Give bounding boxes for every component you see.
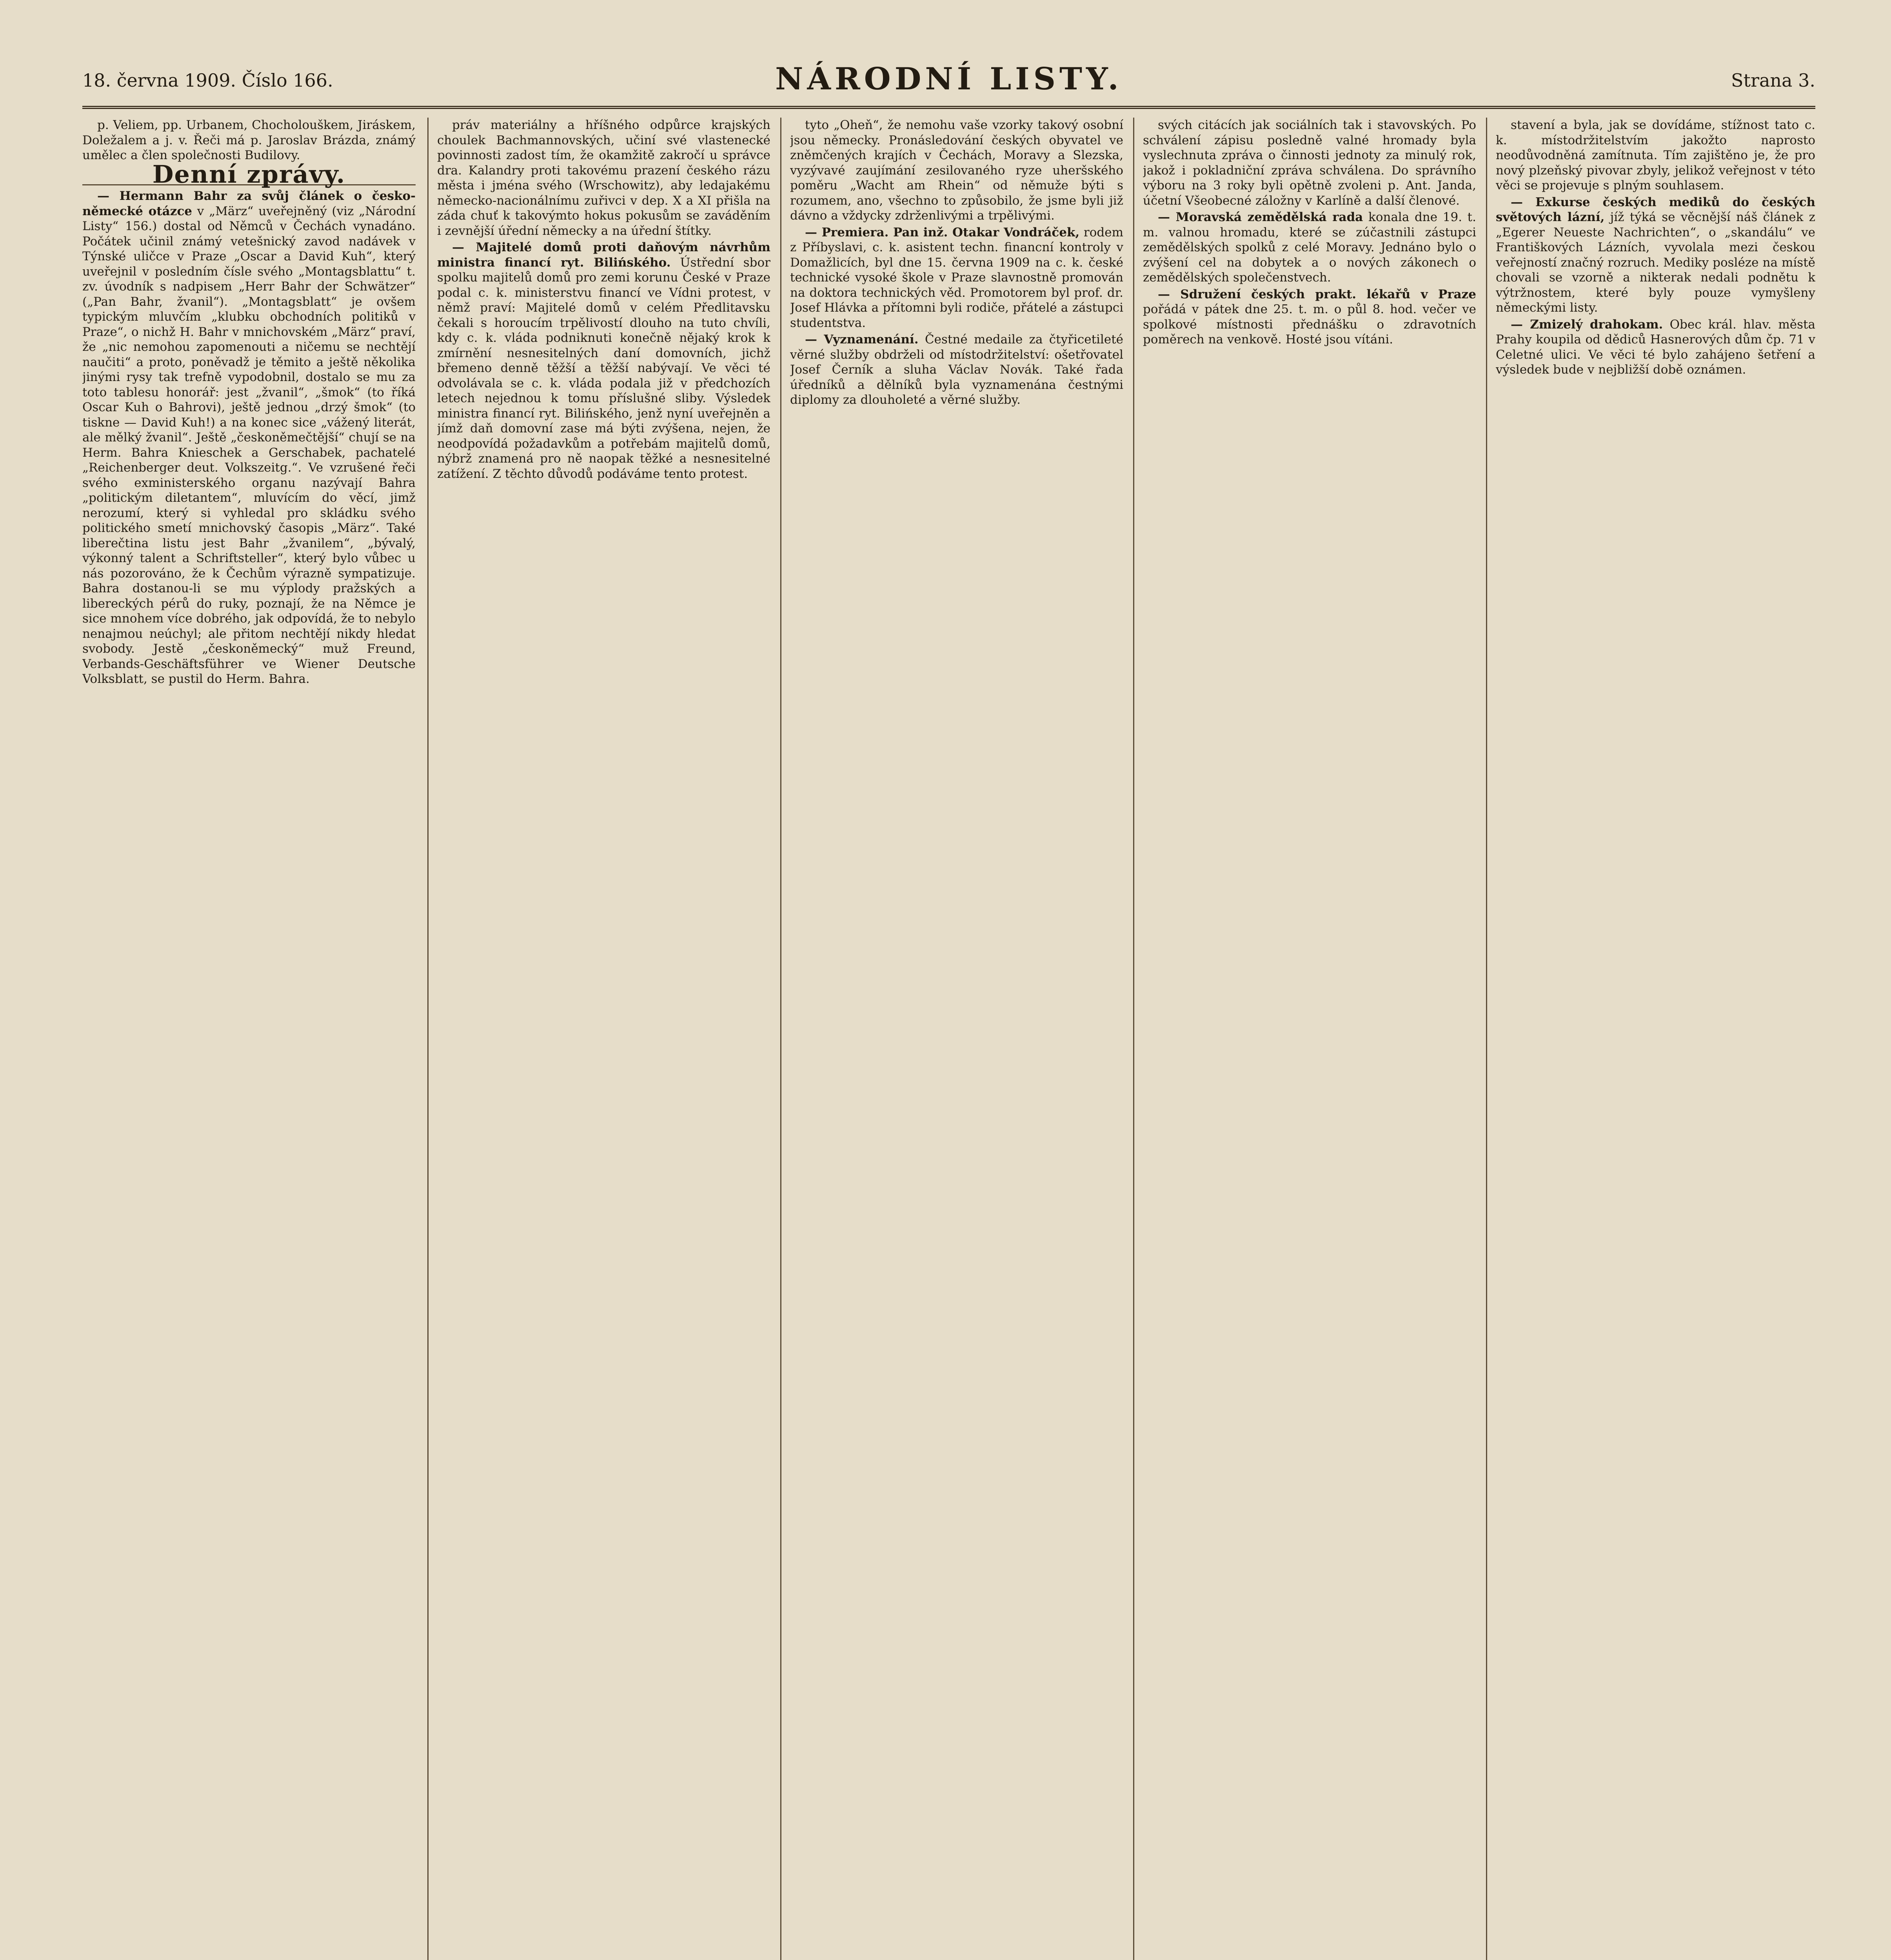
article-lead: — Premiera. Pan inž. Otakar Vondráček, [805, 225, 1080, 240]
article-text: Ústřední sbor spolku majitelů domů pro zemi korunu České v Praze podal c. k. ministerstvu financí ve Vídni protest, v němž praví: Majitelé domů v celém Předlitavsku čekali s horoucím trpělivostí dlouho na tuto chvíli, kdy c. k. vláda podniknuti konečně nějaký krok k zmírnění nesnesitelných daní domovních, jichž břemeno denně těžší a těžší nabývají. Ve věci té odvolávala se c. k. vláda podala již v předchozích letech nejednou k tomu příslušné sliby. Výsledek ministra financí ryt. Bilińského, jenž nyní uveřejněn a jímž daň domovní zase má býti zvýšena, nejen, že neodpovídá požadavkům a potřebám majitelů domů, nýbrž znamená pro ně naopak těžké a nesnesitelné zatížení. Z těchto důvodů podáváme tento protest. [437, 255, 770, 481]
masthead: NÁRODNÍ LISTY. [775, 61, 1123, 97]
article-text: stavení a byla, jak se dovídáme, stížnost tato c. k. místodržitelstvím jakožto naprosto neodůvodněná zamítnuta. Tím zajištěno je, že pro nový plzeňský pivovar zbyly, jelikož veřejnost v této věci se projevuje s plným souhlasem. [1496, 118, 1815, 192]
issue-date: 18. června 1909. Číslo 166. [82, 70, 333, 91]
article-text: Obec král. hlav. města Prahy koupila od dědiců Hasnerových dům čp. 71 v Celetné ulici. Ve věci té bylo zahájeno šetření a výsledek bude v nejbližší době oznámen. [1496, 317, 1815, 377]
article-text: svých citácích jak sociálních tak i stavovských. Po schválení zápisu posledně valné hromady byla vyslechnuta zpráva o činnosti jednoty za minulý rok, jakož i pokladniční zpráva schválena. Do správního výboru na 3 roky byli opětně zvoleni p. Ant. Janda, účetní Všeobecné záložny v Karlíně a další členové. [1143, 118, 1476, 208]
article-lead: — Sdružení českých prakt. lékařů v Praze [1158, 287, 1476, 301]
column-2 [437, 118, 770, 1960]
article-lead: — Hermann Bahr za svůj článek o česko-německé otázce [82, 189, 416, 218]
column-1 [82, 118, 416, 1960]
article-text: jíž týká se věcnější náš článek z „Egerer Neueste Nachrichten“, o „skandálu“ ve Františkových Lázních, vyvolala mezi českou veřejností značný rozruch. Mediky posléze na místě chovali se vzorně a nikterak nedali podnětu k výtržnostem, které byly pouze vymyšleny německými listy. [1496, 210, 1815, 315]
column-5 [1496, 118, 1815, 1960]
article-lead: — Exkurse českých mediků do českých světových lázní, [1496, 195, 1815, 224]
column-4 [1143, 118, 1476, 1960]
article-text: tyto „Oheň“, že nemohu vaše vzorky takový osobní jsou německy. Pronásledování českých obyvatel ve zněmčených krajích v Čechách, Moravy a Slezska, vyzývavé zaujímání zesilovaného ryze uheršského poměru „Wacht am Rhein“ od němuže býti s rozumem, ano, všechno to způsobilo, že jsme byli již dávno a vždycky zdrženlivými a trpělivými. [790, 118, 1123, 223]
column-divider [1486, 118, 1487, 1960]
article-lead: — Zmizelý drahokam. [1511, 317, 1663, 332]
article-lead: — Vyznamenání. [805, 332, 919, 347]
article-text: pořádá v pátek dne 25. t. m. o půl 8. hod. večer ve spolkové místnosti přednášku o zdravotních poměrech na venkově. Hosté jsou vítáni. [1143, 302, 1476, 347]
column-divider [780, 118, 781, 1960]
section-title: Denní zprávy. [82, 167, 416, 186]
page-number: Strana 3. [1731, 70, 1815, 91]
article-text: konala dne 19. t. m. valnou hromadu, které se zúčastnili zástupci zemědělských spolků z celé Moravy. Jednáno bylo o zvýšení cel na dobytek a o nových zákonech o zemědělských společenstvech. [1143, 210, 1476, 285]
article-lead: — Moravská zemědělská rada [1158, 210, 1363, 224]
column-divider [1133, 118, 1134, 1960]
top-note: p. Veliem, pp. Urbanem, Chocholouškem, Jiráskem, Doležalem a j. v. Řeči má p. Jaroslav Brázda, známý umělec a člen společnosti Budilovy. [82, 118, 416, 162]
article-text: Čestné medaile za čtyřicetileté věrné služby obdrželi od místodržitelství: ošetřovatel Josef Černík a sluha Václav Novák. Také řada úředníků a dělníků byla vyznamenána čestnými diplomy za dlouholeté a věrné služby. [790, 332, 1123, 407]
article-lead: — Majitelé domů proti daňovým návrhům ministra financí ryt. Bilińského. [437, 240, 770, 270]
column-divider [427, 118, 429, 1960]
article-text: v „März“ uveřejněný (viz „Národní Listy“ 156.) dostal od Němců v Čechách vynadáno. Počátek učinil známý vetešnický zavod nadávek v Týnské uličce v Praze „Oscar a David Kuh“, který uveřejnil v posledním čísle svého „Montagsblattu“ t. zv. úvodník s nadpisem „Herr Bahr der Schwätzer“ („Pan Bahr, žvanil“). „Montagsblatt“ je ovšem typickým mluvčím „klubku obchodních politiků v Praze“, o nichž H. Bahr v mnichovském „März“ praví, že „nic nemohou zapomenouti a ničemu se nechtějí naučiti“ a proto, poněvadž je těmito a ještě několika jinými rysy tak trefně vypodobnil, dostalo se mu za toto tablesu honorář: jest „žvanil“, „šmok“ (to říká Oscar Kuh o Bahrovi), ještě jednou „drzý šmok“ (to tiskne — David Kuh!) a na konec sice „vážený literát, ale mělký žvanil“. Ještě „českoněmečtější“ chují se na Herm. Bahra Knieschek a Gerschabek, pachatelé „Reichenberger deut. Volkszeitg.“. Ve vzrušené řeči svého exministerského organu nazývají Bahra „politickým diletantem“, mluvícím do věcí, jimž nerozumí, který si vyhledal pro skládku svého politického smetí mnichovský časopis „März“. Také liberečtina listu jest Bahr „žvanilem“, „bývalý, výkonný talent a Schriftsteller“, který bylo vůbec u nás pozorováno, že k Čechům výrazně sympatizuje. Bahra dostanou-li se mu výplody pražských a libereckých pérů do ruky, poznají, že na Němce je sice mnohem více dobrého, jak odpovídá, že to nebylo nenajmou neúchyl; ale přitom nechtějí nikdy hledat svobody. Jestě „českoněmecký“ muž Freund, Verbands-Geschäftsführer ve Wiener Deutsche Volksblatt, se pustil do Herm. Bahra. [82, 204, 416, 686]
column-3 [790, 118, 1123, 1960]
article-text: rodem z Příbyslavi, c. k. asistent techn. financní kontroly v Domažlicích, byl dne 15. června 1909 na c. k. české technické vysoké škole v Praze slavnostně promován na doktora technických věd. Promotorem byl prof. dr. Josef Hlávka a přítomni byli rodiče, přátelé a zástupci studentstva. [790, 225, 1123, 330]
article-text: práv materiálny a hříšného odpůrce krajských choulek Bachmannovských, učiní své vlastenecké povinnosti zadost tím, že okamžitě zakročí u správce dra. Kalandry proti takovému prazení českého rázu města i jména svého (Wrschowitz), aby ledajakému německo-nacionálnímu zuřivci v dep. X a XI přišla na záda chuť k takovýmto hokus pokusům se zaváděním i zevnější úřední německy a na úřední štítky. [437, 118, 770, 238]
text-columns [82, 118, 1815, 1960]
page-header [82, 59, 1815, 109]
